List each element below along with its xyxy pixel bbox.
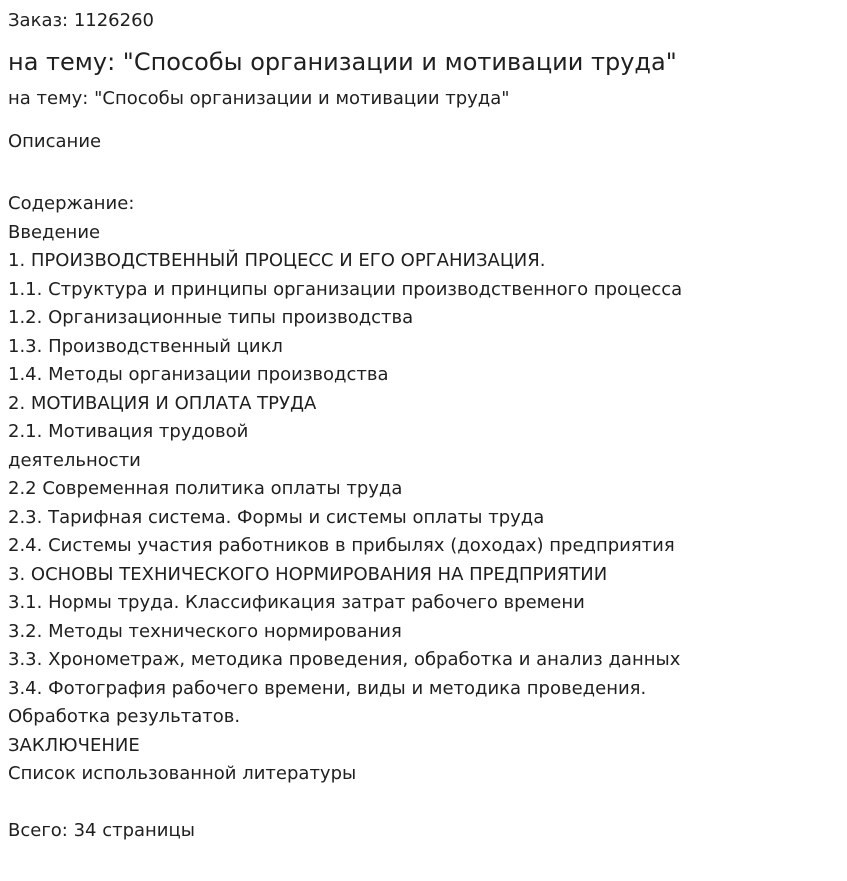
description-label: Описание (8, 131, 102, 152)
toc-item: 1.3. Производственный цикл (8, 335, 283, 357)
toc-item: 1. ПРОИЗВОДСТВЕННЫЙ ПРОЦЕСС И ЕГО ОРГАНИЗАЦИЯ. (8, 250, 546, 271)
toc-item: 3.1. Нормы труда. Классификация затрат рабочего времени (8, 592, 585, 613)
toc-item: 1.2. Организационные типы производства (8, 307, 414, 328)
table-of-contents (8, 190, 682, 789)
toc-item: Введение (8, 221, 101, 243)
toc-item: 3.2. Методы технического нормирования (8, 620, 402, 642)
contents-header: Содержание: (8, 193, 135, 214)
toc-item: 3. ОСНОВЫ ТЕХНИЧЕСКОГО НОРМИРОВАНИЯ НА ПРЕДПРИЯТИИ (8, 563, 608, 585)
toc-item: 2.2 Современная политика оплаты труда (8, 478, 403, 499)
toc-item: 1.4. Методы организации производства (8, 364, 389, 385)
toc-item: 2.1. Мотивация трудовой (8, 421, 249, 442)
toc-item: 2.4. Системы участия работников в прибылях (доходах) предприятия (8, 535, 675, 556)
subtitle: на тему: "Способы организации и мотивации труда" (8, 88, 510, 109)
toc-item: Обработка результатов. (8, 706, 241, 727)
toc-item: 2. МОТИВАЦИЯ И ОПЛАТА ТРУДА (8, 392, 317, 414)
toc-item: деятельности (8, 449, 141, 471)
toc-item: 3.3. Хронометраж, методика проведения, обработка и анализ данных (8, 649, 681, 670)
toc-item: ЗАКЛЮЧЕНИЕ (8, 734, 140, 756)
toc-item: Список использованной литературы (8, 763, 357, 784)
total-pages: Всего: 34 страницы (8, 820, 195, 841)
page-title: на тему: "Способы организации и мотивации труда" (8, 48, 677, 76)
toc-item: 1.1. Структура и принципы организации производственного процесса (8, 278, 683, 300)
toc-item: 3.4. Фотография рабочего времени, виды и методика проведения. (8, 677, 647, 699)
toc-item: 2.3. Тарифная система. Формы и системы оплаты труда (8, 506, 545, 528)
order-number: Заказ: 1126260 (8, 10, 154, 31)
